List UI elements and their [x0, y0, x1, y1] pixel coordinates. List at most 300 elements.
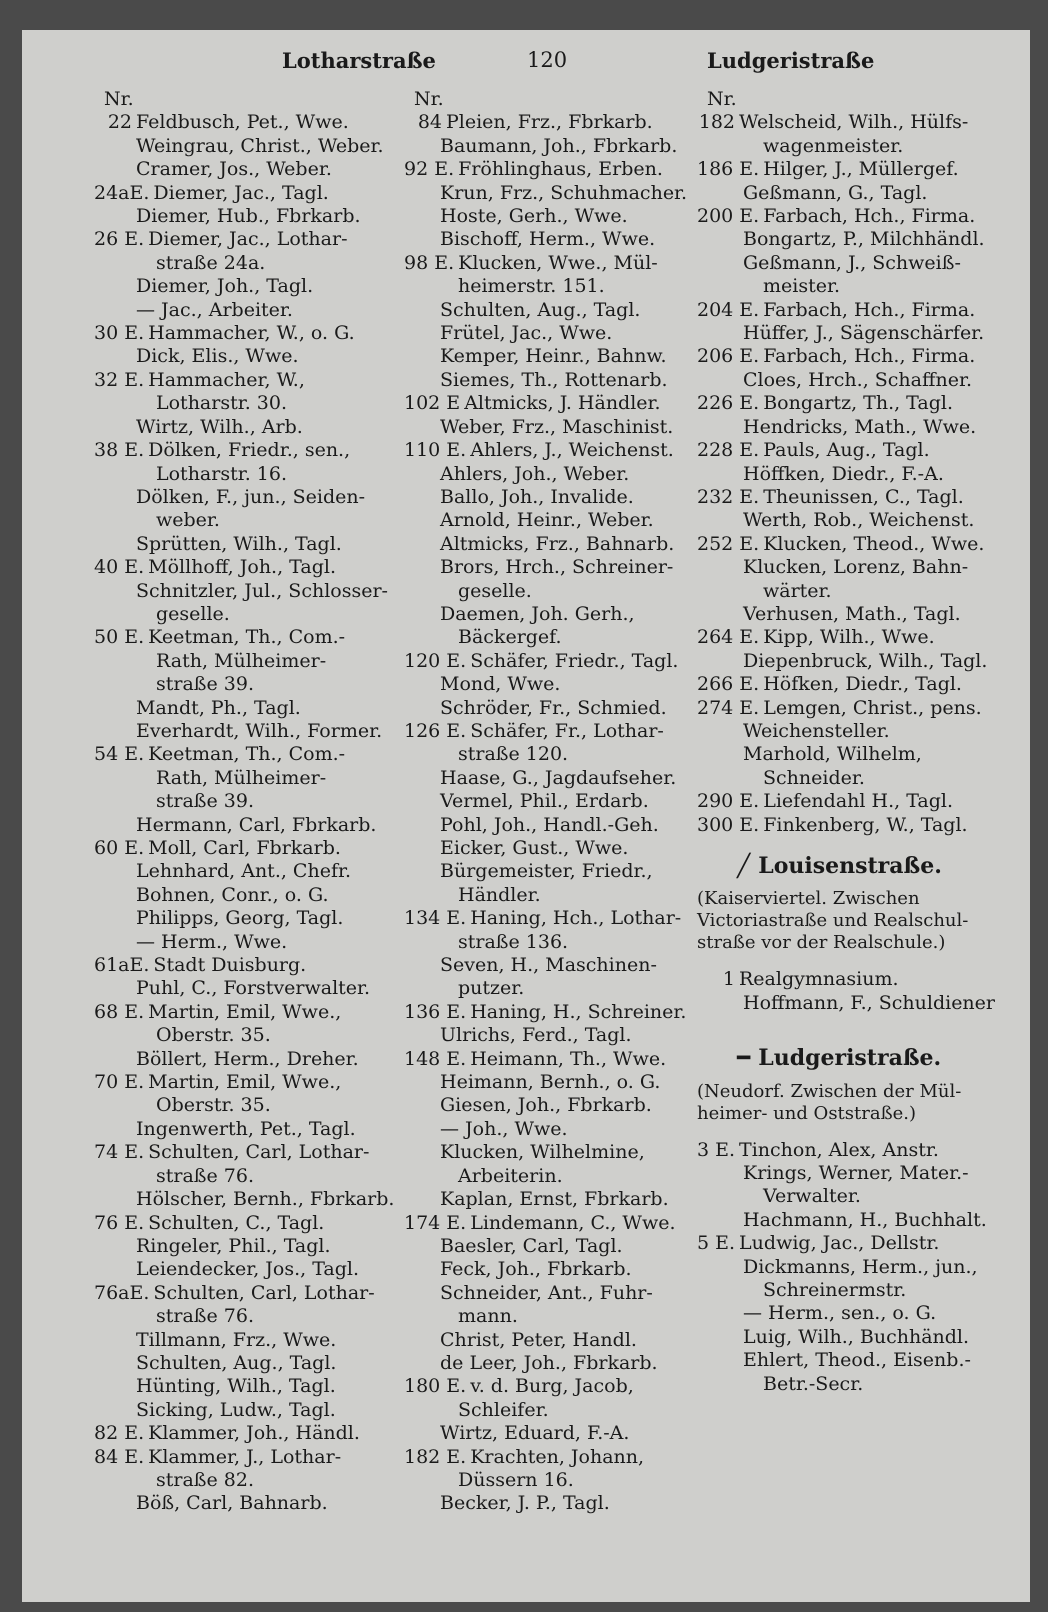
directory-entry	[94, 275, 414, 298]
directory-entry	[404, 626, 704, 649]
resident-text: Bäckergef.	[458, 626, 562, 649]
directory-entry	[94, 1141, 414, 1164]
resident-text: Farbach, Hch., Firma.	[763, 205, 976, 228]
house-number: 38 E.	[94, 439, 145, 462]
resident-text: Ulrichs, Ferd., Tagl.	[440, 1024, 632, 1047]
directory-entry	[404, 509, 704, 532]
resident-text: Hendricks, Math., Wwe.	[743, 415, 977, 438]
resident-text: straße 39.	[156, 673, 254, 696]
resident-text: Lotharstr. 16.	[156, 462, 288, 485]
directory-entry	[404, 1212, 704, 1235]
directory-entry	[697, 228, 1027, 251]
resident-text: geselle.	[458, 579, 532, 602]
directory-entry	[404, 1188, 704, 1211]
directory-entry	[404, 954, 704, 977]
resident-text: straße 120.	[458, 743, 569, 766]
directory-entry	[404, 369, 704, 392]
directory-entry	[404, 697, 704, 720]
directory-entry	[697, 509, 1027, 532]
directory-entry	[697, 439, 1027, 462]
resident-text: Hermann, Carl, Fbrkarb.	[136, 813, 377, 836]
directory-entry	[697, 205, 1027, 228]
directory-entry	[404, 228, 704, 251]
resident-text: Weber, Frz., Maschinist.	[440, 415, 674, 438]
directory-entry	[404, 884, 704, 907]
resident-text: Heimann, Th., Wwe.	[470, 1047, 667, 1070]
resident-text: Realgymnasium.	[739, 968, 899, 991]
directory-entry	[697, 968, 1027, 991]
directory-entry	[94, 205, 414, 228]
directory-entry	[697, 580, 1027, 603]
directory-entry	[404, 158, 704, 181]
directory-entry	[404, 463, 704, 486]
directory-entry	[94, 392, 414, 415]
resident-text: Leiendecker, Jos., Tagl.	[136, 1258, 360, 1281]
directory-entry	[404, 556, 704, 579]
house-number: 40 E.	[94, 556, 145, 579]
house-number: 76 E.	[94, 1211, 145, 1234]
resident-text: Düssern 16.	[458, 1468, 574, 1491]
column-label: Nr.	[414, 88, 444, 110]
house-number: 180 E.	[404, 1375, 467, 1398]
resident-text: Tinchon, Alex, Anstr.	[739, 1138, 939, 1161]
directory-entry	[404, 252, 704, 275]
directory-entry	[697, 252, 1027, 275]
directory-entry	[404, 1048, 704, 1071]
house-number: 232 E.	[697, 485, 760, 508]
directory-entry	[697, 1256, 1027, 1279]
house-number: 76aE.	[94, 1281, 150, 1304]
resident-text: Eicker, Gust., Wwe.	[440, 837, 629, 859]
directory-entry	[404, 88, 704, 111]
house-number: 252 E.	[697, 532, 760, 555]
house-number: 70 E.	[94, 1071, 145, 1094]
directory-entry	[94, 322, 414, 345]
resident-text: Ludwig, Jac., Dellstr.	[739, 1232, 940, 1255]
resident-text: Schulten, Carl, Lothar-	[153, 1281, 375, 1304]
directory-entry	[697, 111, 1027, 134]
directory-entry	[697, 486, 1027, 509]
directory-entry	[94, 299, 414, 322]
house-number: 32 E.	[94, 368, 145, 391]
resident-text: Diemer, Jac., Lothar-	[148, 228, 348, 251]
directory-entry	[697, 1349, 1027, 1372]
house-number: 102 E	[404, 392, 461, 415]
resident-text: — Herm., sen., o. G.	[743, 1302, 937, 1325]
resident-text: — Jac., Arbeiter.	[136, 298, 293, 321]
resident-text: Keetman, Th., Com.-	[148, 626, 346, 649]
directory-entry	[94, 720, 414, 743]
house-number: 182 E.	[404, 1445, 467, 1468]
directory-entry	[404, 977, 704, 1000]
directory-entry	[404, 1375, 704, 1398]
resident-text: Daemen, Joh. Gerh.,	[440, 602, 635, 625]
directory-entry	[94, 603, 414, 626]
directory-entry	[697, 743, 1027, 766]
directory-entry	[404, 439, 704, 462]
resident-text: Hoste, Gerh., Wwe.	[440, 205, 628, 228]
resident-text: Rath, Mülheimer-	[156, 766, 327, 789]
directory-entry	[404, 650, 704, 673]
house-number: 50 E.	[94, 626, 145, 649]
resident-text: heimerstr. 151.	[458, 275, 605, 298]
resident-text: Farbach, Hch., Firma.	[763, 345, 976, 368]
resident-text: wärter.	[763, 579, 832, 602]
directory-entry	[697, 416, 1027, 439]
resident-text: straße 24a.	[156, 251, 266, 274]
directory-entry	[697, 673, 1027, 696]
resident-text: Siemes, Th., Rottenarb.	[440, 368, 668, 391]
resident-text: Altmicks, Frz., Bahnarb.	[440, 532, 675, 555]
resident-text: wagenmeister.	[763, 134, 904, 157]
directory-entry	[94, 1071, 414, 1094]
directory-entry	[697, 697, 1027, 720]
resident-text: Theunissen, C., Tagl.	[763, 485, 964, 508]
directory-entry	[94, 533, 414, 556]
directory-entry	[697, 790, 1027, 813]
house-number: 148 E.	[404, 1047, 467, 1070]
ludgeristrasse-heading	[737, 1047, 1027, 1070]
resident-text: weber.	[156, 509, 220, 532]
directory-entry	[94, 463, 414, 486]
directory-entry	[404, 1165, 704, 1188]
resident-text: Schulten, Carl, Lothar-	[148, 1141, 370, 1164]
directory-entry	[404, 275, 704, 298]
directory-entry	[404, 1329, 704, 1352]
resident-text: Brors, Hrch., Schreiner-	[440, 556, 674, 579]
ludgeristrasse-description: (Neudorf. Zwischen der Mül-heimer- und Oststraße.)	[697, 1080, 962, 1124]
resident-text: Sprütten, Wilh., Tagl.	[136, 532, 342, 555]
resident-text: Heimann, Bernh., o. G.	[440, 1071, 661, 1094]
resident-text: Klammer, J., Lothar-	[148, 1445, 342, 1468]
house-number: 136 E.	[404, 1000, 467, 1023]
resident-text: Ingenwerth, Pet., Tagl.	[136, 1117, 356, 1140]
resident-text: Feldbusch, Pet., Wwe.	[136, 111, 349, 134]
louisenstrasse-heading	[737, 855, 1027, 878]
resident-text: Böß, Carl, Bahnarb.	[136, 1492, 328, 1515]
directory-entry	[404, 1305, 704, 1328]
directory-entry	[94, 88, 414, 111]
resident-text: straße 76.	[156, 1305, 254, 1328]
resident-text: Hammacher, W.,	[148, 368, 305, 391]
resident-text: putzer.	[458, 977, 525, 1000]
directory-entry	[697, 88, 1027, 111]
house-number: 61aE.	[94, 954, 150, 977]
house-number: 134 E.	[404, 907, 467, 930]
house-number: 228 E.	[697, 439, 760, 462]
house-number: 290 E.	[697, 790, 760, 813]
resident-text: Werth, Rob., Weichenst.	[743, 509, 975, 532]
resident-text: Baesler, Carl, Tagl.	[440, 1234, 623, 1257]
resident-text: Bischoff, Herm., Wwe.	[440, 228, 656, 251]
resident-text: Ahlers, J., Weichenst.	[470, 439, 674, 462]
directory-entry	[404, 1282, 704, 1305]
house-number: 84 E.	[94, 1445, 145, 1468]
directory-page	[22, 30, 1030, 1602]
pencil-mark-icon: ╱	[737, 853, 751, 879]
directory-entry	[94, 837, 414, 860]
directory-entry	[94, 977, 414, 1000]
directory-entry	[404, 1258, 704, 1281]
directory-entry	[697, 1209, 1027, 1232]
resident-text: Schreinermstr.	[763, 1279, 907, 1302]
resident-text: Verhusen, Math., Tagl.	[743, 602, 961, 625]
resident-text: Pohl, Joh., Handl.-Geh.	[440, 813, 659, 836]
louisenstrasse-description: (Kaiserviertel. Zwischen Victoriastraße und Realschul-straße vor der Realschule.)	[697, 888, 969, 954]
resident-text: Klucken, Theod., Wwe.	[763, 532, 985, 555]
resident-text: de Leer, Joh., Fbrkarb.	[440, 1351, 658, 1374]
resident-text: Klucken, Wwe., Mül-	[458, 251, 658, 274]
directory-entry	[697, 720, 1027, 743]
directory-entry	[94, 1422, 414, 1445]
directory-entry	[697, 1185, 1027, 1208]
directory-entry	[94, 228, 414, 251]
resident-text: — Herm., Wwe.	[136, 930, 288, 953]
directory-entry	[94, 182, 414, 205]
directory-entry	[94, 743, 414, 766]
directory-entry	[94, 556, 414, 579]
directory-entry	[697, 158, 1027, 181]
directory-entry	[94, 369, 414, 392]
house-number: 186 E.	[697, 158, 760, 181]
resident-text: Keetman, Th., Com.-	[148, 743, 346, 766]
house-number: 54 E.	[94, 743, 145, 766]
directory-entry	[404, 299, 704, 322]
resident-text: Philipps, Georg, Tagl.	[136, 907, 344, 930]
directory-entry	[404, 322, 704, 345]
directory-entry	[404, 1001, 704, 1024]
resident-text: Geßmann, G., Tagl.	[743, 181, 928, 204]
resident-text: Ehlert, Theod., Eisenb.-	[743, 1349, 971, 1372]
resident-text: Arnold, Heinr., Weber.	[440, 509, 654, 532]
resident-text: mann.	[458, 1305, 518, 1328]
house-number: 24aE.	[94, 181, 150, 204]
resident-text: Hachmann, H., Buchhalt.	[743, 1208, 987, 1231]
directory-entry	[404, 931, 704, 954]
resident-text: meister.	[763, 275, 841, 298]
directory-entry	[94, 1212, 414, 1235]
house-number: 206 E.	[697, 345, 760, 368]
resident-text: Hilger, J., Müllergef.	[763, 158, 959, 181]
resident-text: Lindemann, C., Wwe.	[470, 1211, 676, 1234]
directory-entry	[94, 486, 414, 509]
resident-text: Haning, H., Schreiner.	[470, 1000, 687, 1023]
house-number: 174 E.	[404, 1211, 467, 1234]
directory-entry	[94, 907, 414, 930]
resident-text: — Joh., Wwe.	[440, 1117, 568, 1140]
house-number: 5 E.	[697, 1232, 736, 1255]
directory-entry	[94, 252, 414, 275]
directory-entry	[94, 1305, 414, 1328]
resident-text: Lotharstr. 30.	[156, 392, 288, 415]
directory-entry	[404, 205, 704, 228]
directory-entry	[404, 767, 704, 790]
directory-entry	[94, 860, 414, 883]
directory-entry	[94, 673, 414, 696]
header-right-street: Ludgeristraße	[707, 48, 875, 73]
directory-entry	[94, 1446, 414, 1469]
header-left-street: Lotharstraße	[282, 48, 436, 73]
resident-text: Hüffer, J., Sägenschärfer.	[743, 322, 985, 345]
dash-mark-icon: ━	[737, 1045, 751, 1072]
resident-text: Ballo, Joh., Invalide.	[440, 485, 634, 508]
directory-entry	[404, 1446, 704, 1469]
resident-text: Kemper, Heinr., Bahnw.	[440, 345, 667, 368]
resident-text: Christ, Peter, Handl.	[440, 1328, 637, 1351]
resident-text: Lemgen, Christ., pens.	[763, 696, 982, 719]
resident-text: Pleien, Frz., Fbrkarb.	[446, 111, 653, 134]
directory-entry	[94, 1352, 414, 1375]
resident-text: Mond, Wwe.	[440, 673, 561, 696]
resident-text: Weingrau, Christ., Weber.	[136, 134, 384, 157]
house-number: 110 E.	[404, 439, 467, 462]
resident-text: Diemer, Jac., Tagl.	[153, 181, 329, 204]
house-number: 200 E.	[697, 205, 760, 228]
resident-text: Schneider, Ant., Fuhr-	[440, 1281, 653, 1304]
directory-entry	[404, 603, 704, 626]
resident-text: Puhl, C., Forstverwalter.	[136, 977, 371, 1000]
resident-text: straße 136.	[458, 930, 569, 953]
resident-text: Oberstr. 35.	[156, 1094, 271, 1117]
resident-text: Welscheid, Wilh., Hülfs-	[739, 111, 969, 134]
house-number: 3 E.	[697, 1138, 736, 1161]
directory-entry	[697, 650, 1027, 673]
directory-entry	[404, 345, 704, 368]
resident-text: straße 39.	[156, 790, 254, 813]
directory-entry	[404, 720, 704, 743]
house-number: 120 E.	[404, 649, 467, 672]
resident-text: Hammacher, W., o. G.	[148, 322, 355, 345]
resident-text: Schäfer, Friedr., Tagl.	[470, 649, 679, 672]
directory-entry	[404, 743, 704, 766]
resident-text: Schulten, C., Tagl.	[148, 1211, 325, 1234]
resident-text: Mandt, Ph., Tagl.	[136, 696, 301, 719]
resident-text: straße 76.	[156, 1164, 254, 1187]
resident-text: Lehnhard, Ant., Chefr.	[136, 860, 352, 883]
directory-entry	[404, 673, 704, 696]
resident-text: Haning, Hch., Lothar-	[470, 907, 682, 930]
resident-text: Schleifer.	[458, 1398, 549, 1421]
resident-text: Hoffmann, F., Schuldiener	[743, 991, 996, 1014]
resident-text: Rath, Mülheimer-	[156, 649, 327, 672]
house-number: 74 E.	[94, 1141, 145, 1164]
page-number: 120	[527, 48, 568, 72]
house-number: 126 E.	[404, 719, 467, 742]
resident-text: Ahlers, Joh., Weber.	[440, 462, 630, 485]
resident-text: Everhardt, Wilh., Former.	[136, 719, 383, 742]
resident-text: Böllert, Herm., Dreher.	[136, 1047, 359, 1070]
resident-text: Wirtz, Eduard, F.-A.	[440, 1422, 630, 1445]
resident-text: Krings, Werner, Mater.-	[743, 1162, 969, 1185]
resident-text: Cramer, Jos., Weber.	[136, 158, 332, 181]
resident-text: Frütel, Jac., Wwe.	[440, 322, 613, 345]
resident-text: Baumann, Joh., Fbrkarb.	[440, 134, 678, 157]
house-number: 26 E.	[94, 228, 145, 251]
directory-entry	[697, 345, 1027, 368]
directory-entry	[404, 182, 704, 205]
resident-text: Ringeler, Phil., Tagl.	[136, 1234, 331, 1257]
resident-text: Fröhlinghaus, Erben.	[458, 158, 663, 181]
directory-entry	[697, 533, 1027, 556]
column-3	[697, 88, 1027, 1396]
resident-text: Verwalter.	[763, 1185, 861, 1208]
directory-entry	[94, 1165, 414, 1188]
resident-text: Geßmann, J., Schweiß-	[743, 251, 961, 274]
directory-entry	[94, 1258, 414, 1281]
resident-text: Martin, Emil, Wwe.,	[148, 1071, 342, 1094]
resident-text: Bongartz, P., Milchhändl.	[743, 228, 985, 251]
directory-entry	[94, 650, 414, 673]
directory-entry	[697, 1279, 1027, 1302]
directory-entry	[94, 416, 414, 439]
resident-text: Moll, Carl, Fbrkarb.	[148, 837, 341, 859]
directory-entry	[404, 1094, 704, 1117]
house-number: 84	[417, 111, 442, 134]
ludgeristrasse-title: Ludgeristraße.	[758, 1045, 942, 1072]
resident-text: Bongartz, Th., Tagl.	[763, 392, 953, 415]
house-number: 264 E.	[697, 626, 760, 649]
louisenstrasse-title: Louisenstraße.	[758, 853, 942, 879]
louisenstrasse-entries	[697, 968, 1027, 1015]
resident-text: Cloes, Hrch., Schaffner.	[743, 368, 973, 391]
resident-text: geselle.	[156, 602, 230, 625]
directory-entry	[697, 1139, 1027, 1162]
directory-entry	[697, 392, 1027, 415]
house-number: 226 E.	[697, 392, 760, 415]
resident-text: Klammer, Joh., Händl.	[148, 1422, 360, 1445]
column-1	[94, 88, 414, 1516]
directory-entry	[94, 1469, 414, 1492]
directory-entry	[94, 1188, 414, 1211]
directory-entry	[404, 1492, 704, 1515]
house-number: 204 E.	[697, 298, 760, 321]
directory-entry	[697, 299, 1027, 322]
resident-text: Seven, H., Maschinen-	[440, 954, 657, 977]
resident-text: Marhold, Wilhelm,	[743, 743, 922, 766]
column-2	[404, 88, 704, 1516]
directory-entry	[697, 369, 1027, 392]
directory-entry	[404, 1352, 704, 1375]
resident-text: Arbeiterin.	[458, 1164, 563, 1187]
resident-text: Stadt Duisburg.	[153, 954, 307, 977]
resident-text: Diepenbruck, Wilh., Tagl.	[743, 649, 988, 672]
directory-entry	[94, 509, 414, 532]
resident-text: Farbach, Hch., Firma.	[763, 298, 976, 321]
directory-entry	[697, 626, 1027, 649]
house-number: 68 E.	[94, 1000, 145, 1023]
resident-text: Luig, Wilh., Buchhändl.	[743, 1325, 970, 1348]
resident-text: Schulten, Aug., Tagl.	[136, 1351, 337, 1374]
house-number: 82 E.	[94, 1422, 145, 1445]
directory-entry	[94, 790, 414, 813]
resident-text: Klucken, Wilhelmine,	[440, 1141, 645, 1164]
directory-entry	[94, 1329, 414, 1352]
directory-entry	[697, 182, 1027, 205]
resident-text: Dölken, F., jun., Seiden-	[136, 485, 366, 508]
directory-entry	[404, 1071, 704, 1094]
directory-entry	[697, 1302, 1027, 1325]
resident-text: Schröder, Fr., Schmied.	[440, 696, 667, 719]
resident-text: Tillmann, Frz., Wwe.	[136, 1328, 337, 1351]
directory-entry	[404, 533, 704, 556]
directory-entry	[404, 814, 704, 837]
directory-entry	[94, 135, 414, 158]
resident-text: Weichensteller.	[743, 719, 890, 742]
column-3-list	[697, 88, 1027, 837]
directory-entry	[697, 1373, 1027, 1396]
directory-entry	[697, 135, 1027, 158]
directory-entry	[404, 907, 704, 930]
